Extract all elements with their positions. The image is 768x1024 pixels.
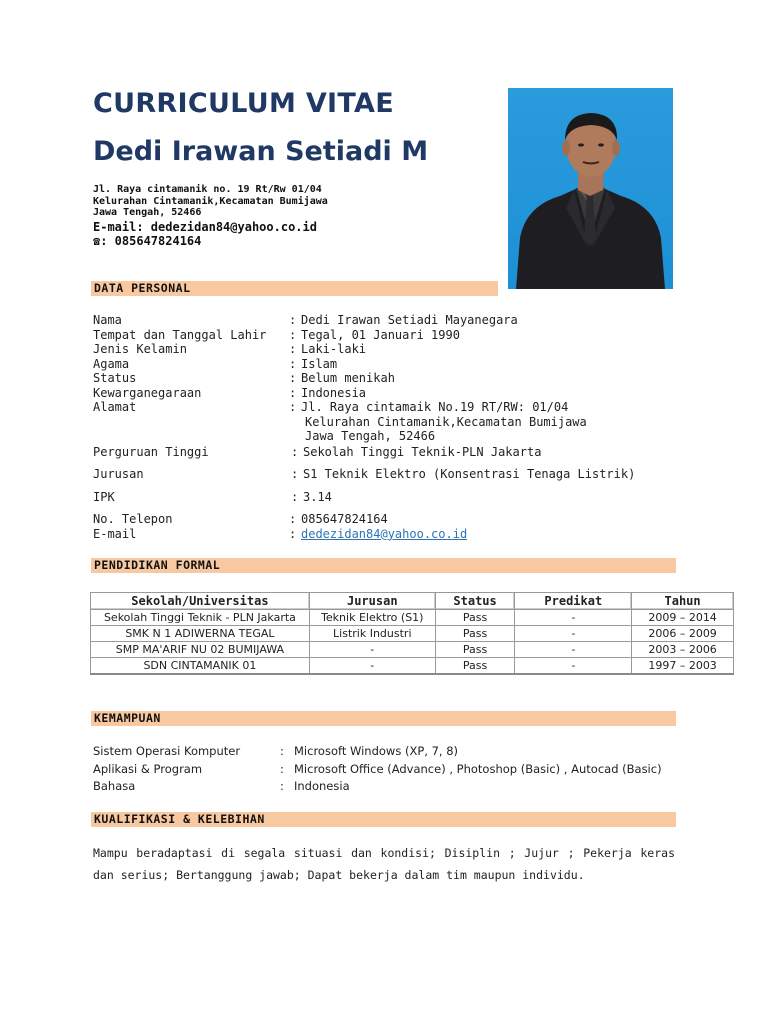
email-link[interactable]: dedezidan84@yahoo.co.id bbox=[301, 526, 468, 541]
field-value: Indonesia bbox=[301, 385, 367, 400]
field-label: No. Telepon bbox=[93, 511, 173, 526]
table-cell: Pass bbox=[435, 658, 515, 675]
table-cell: SMP MA'ARIF NU 02 BUMIJAWA bbox=[91, 642, 310, 658]
section-header-education: PENDIDIKAN FORMAL bbox=[91, 558, 676, 573]
field-label: Agama bbox=[93, 356, 130, 371]
section-header-skills: KEMAMPUAN bbox=[91, 711, 676, 726]
qualifications-paragraph: Mampu beradaptasi di segala situasi dan kondisi; Disiplin ; Jujur ; Pekerja keras dan serius; Bertanggung jawab; Dapat bekerja dalam tim maupun individu. bbox=[93, 846, 675, 882]
field-colon: : bbox=[289, 356, 297, 371]
field-label: Perguruan Tinggi bbox=[93, 444, 209, 459]
skill-label: Aplikasi & Program bbox=[93, 761, 203, 776]
table-cell: Listrik Industri bbox=[309, 626, 435, 642]
table-cell: Pass bbox=[435, 642, 515, 658]
profile-photo bbox=[508, 88, 673, 289]
table-cell: - bbox=[515, 626, 632, 642]
field-value: Jl. Raya cintamaik No.19 RT/RW: 01/04 bbox=[301, 400, 569, 414]
table-cell: Sekolah Tinggi Teknik - PLN Jakarta bbox=[91, 610, 310, 626]
field-colon: : bbox=[291, 444, 299, 459]
person-portrait-icon bbox=[508, 88, 673, 289]
field-colon: : bbox=[289, 385, 297, 400]
cv-title: CURRICULUM VITAE bbox=[93, 88, 394, 119]
address-line: Jl. Raya cintamanik no. 19 Rt/Rw 01/04 bbox=[93, 184, 322, 195]
section-header-qualifications: KUALIFIKASI & KELEBIHAN bbox=[91, 812, 676, 827]
header-email: E-mail: dedezidan84@yahoo.co.id bbox=[93, 220, 317, 234]
field-colon: : bbox=[289, 511, 297, 526]
education-table bbox=[90, 592, 734, 675]
field-colon: : bbox=[289, 400, 297, 414]
field-colon: : bbox=[291, 489, 299, 504]
column-header: Jurusan bbox=[309, 593, 435, 610]
field-colon: : bbox=[289, 342, 297, 356]
field-label: IPK bbox=[93, 489, 115, 504]
skill-label: Sistem Operasi Komputer bbox=[93, 744, 241, 758]
field-colon: : bbox=[291, 466, 299, 481]
header-phone-number: : 085647824164 bbox=[100, 234, 202, 248]
table-cell: 2009 – 2014 bbox=[632, 610, 734, 626]
table-cell: - bbox=[515, 658, 632, 675]
table-row bbox=[91, 642, 734, 658]
address-line: Jawa Tengah, 52466 bbox=[93, 207, 202, 218]
table-cell: SMK N 1 ADIWERNA TEGAL bbox=[91, 626, 310, 642]
field-value: Sekolah Tinggi Teknik-PLN Jakarta bbox=[303, 444, 542, 459]
field-label: Nama bbox=[93, 313, 122, 327]
skill-label: Bahasa bbox=[93, 779, 136, 793]
field-value: Kelurahan Cintamanik,Kecamatan Bumijawa bbox=[305, 414, 587, 429]
field-value: Jawa Tengah, 52466 bbox=[305, 429, 436, 443]
field-label: Status bbox=[93, 371, 137, 385]
table-row bbox=[91, 610, 734, 626]
field-value: Dedi Irawan Setiadi Mayanegara bbox=[301, 313, 518, 327]
field-value: Laki-laki bbox=[301, 342, 367, 356]
header-phone bbox=[93, 234, 317, 248]
field-label: Jurusan bbox=[93, 466, 144, 481]
table-cell: Pass bbox=[435, 626, 515, 642]
field-value: Islam bbox=[301, 356, 338, 371]
field-label: Jenis Kelamin bbox=[93, 342, 187, 356]
skill-value: Microsoft Windows (XP, 7, 8) bbox=[294, 744, 459, 758]
person-name: Dedi Irawan Setiadi M bbox=[93, 136, 429, 167]
table-row bbox=[91, 658, 734, 675]
table-cell: Teknik Elektro (S1) bbox=[309, 610, 435, 626]
skill-colon: : bbox=[280, 779, 284, 793]
contact-block bbox=[93, 220, 317, 248]
table-cell: Pass bbox=[435, 610, 515, 626]
section-header-personal: DATA PERSONAL bbox=[91, 281, 498, 296]
field-label: Kewarganegaraan bbox=[93, 385, 202, 400]
skill-value: Microsoft Office (Advance) , Photoshop (Basic) , Autocad (Basic) bbox=[294, 761, 662, 776]
address-line: Kelurahan Cintamanik,Kecamatan Bumijawa bbox=[93, 195, 328, 207]
table-cell: 2006 – 2009 bbox=[632, 626, 734, 642]
column-header: Predikat bbox=[515, 593, 632, 610]
column-header: Tahun bbox=[632, 593, 734, 610]
field-value: 3.14 bbox=[303, 489, 332, 504]
column-header: Sekolah/Universitas bbox=[91, 593, 310, 610]
field-value: Tegal, 01 Januari 1990 bbox=[301, 327, 460, 342]
column-header: Status bbox=[435, 593, 515, 610]
field-colon: : bbox=[289, 327, 297, 342]
field-label: Alamat bbox=[93, 400, 137, 414]
skill-colon: : bbox=[280, 761, 284, 776]
table-cell: - bbox=[309, 658, 435, 675]
table-cell: - bbox=[515, 642, 632, 658]
field-colon: : bbox=[289, 371, 297, 385]
table-cell: SDN CINTAMANIK 01 bbox=[91, 658, 310, 675]
field-colon: : bbox=[289, 313, 297, 327]
field-label: E-mail bbox=[93, 526, 137, 541]
table-row bbox=[91, 626, 734, 642]
skill-value: Indonesia bbox=[294, 779, 350, 793]
address-block bbox=[93, 184, 328, 219]
table-cell: - bbox=[309, 642, 435, 658]
phone-icon: ☎ bbox=[93, 234, 101, 248]
field-label: Tempat dan Tanggal Lahir bbox=[93, 327, 267, 342]
field-colon: : bbox=[289, 526, 297, 541]
table-cell: - bbox=[515, 610, 632, 626]
table-header-row bbox=[91, 593, 734, 610]
field-value: 085647824164 bbox=[301, 511, 388, 526]
field-value: Belum menikah bbox=[301, 371, 395, 385]
table-cell: 1997 – 2003 bbox=[632, 658, 734, 675]
skill-colon: : bbox=[280, 744, 284, 758]
table-cell: 2003 – 2006 bbox=[632, 642, 734, 658]
field-value: S1 Teknik Elektro (Konsentrasi Tenaga Listrik) bbox=[303, 466, 636, 481]
